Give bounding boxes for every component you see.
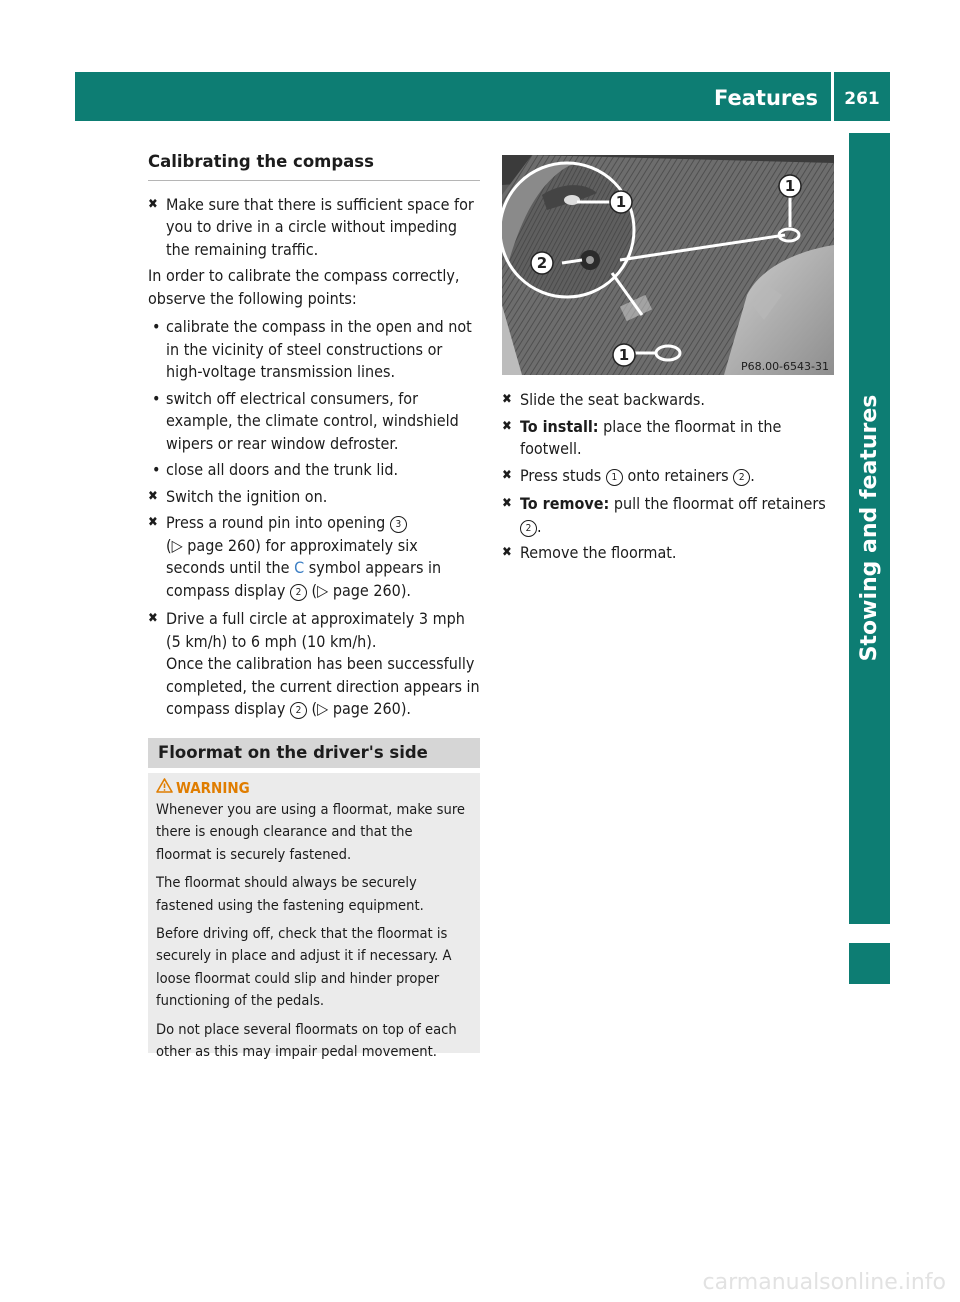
compass-step-1: ✖ Make sure that there is sufficient space for you to drive in a circle without impeding the remaining traffic. <box>148 194 474 259</box>
callout-2: 2 <box>290 584 307 601</box>
photo-callout-2: 2 <box>536 254 548 272</box>
chapter-tab-label: Stowing and features <box>857 394 882 662</box>
floormat-heading-bar <box>148 738 480 768</box>
warning-title: WARNING <box>156 777 472 799</box>
floormat-step-5: ✖ Remove the floormat. <box>502 542 834 565</box>
callout-2: 2 <box>733 469 750 486</box>
step-arrow-icon: ✖ <box>148 515 158 530</box>
bullet-icon: • <box>152 388 161 408</box>
chapter-marker <box>849 943 890 984</box>
floormat-steps <box>502 389 834 565</box>
section-title: Features <box>714 86 818 110</box>
warning-triangle-icon <box>156 777 176 799</box>
compass-section <box>148 151 480 721</box>
page-ref-icon: ▷ <box>317 699 329 718</box>
floormat-photo <box>502 155 834 375</box>
step-arrow-icon: ✖ <box>502 392 512 407</box>
step-arrow-icon: ✖ <box>502 545 512 560</box>
warning-paragraph-3: Before driving off, check that the floormat is securely in place and adjust it if necessary. A loose floormat could slip and hinder proper functioning of the pedals. <box>156 925 452 1010</box>
floormat-step-4: ✖ To remove: pull the floormat off retainers 2 . <box>502 494 826 536</box>
compass-step-2: ✖ Switch the ignition on. <box>148 486 480 509</box>
photo-callout-1c: 1 <box>618 346 630 364</box>
photo-callout-1a: 1 <box>615 193 627 211</box>
step-arrow-icon: ✖ <box>148 611 158 626</box>
warning-box <box>148 773 480 1061</box>
warning-paragraph-2: The floormat should always be securely fastened using the fastening equipment. <box>156 874 424 914</box>
compass-step-4: ✖ Drive a full circle at approximately 3 mph (5 km/h) to 6 mph (10 km/h). Once the calibration has been successfully completed, the current direction appears in compass display 2 (▷ page 260). <box>148 609 480 718</box>
page-header <box>75 72 890 121</box>
compass-step-3: ✖ Press a round pin into opening 3 (▷ page 260) for approximately six seconds until the C symbol appears in compass display 2 (▷ page 260). <box>148 513 442 600</box>
photo-label: P68.00-6543-31 <box>740 360 829 373</box>
warning-paragraph-4: Do not place several floormats on top of each other as this may impair pedal movement. <box>156 1020 457 1061</box>
bullet-icon: • <box>152 460 161 479</box>
compass-c-symbol: C <box>294 558 305 577</box>
step-arrow-icon: ✖ <box>502 496 512 511</box>
page-ref-icon: ▷ <box>317 580 329 600</box>
step-arrow-icon: ✖ <box>502 467 512 483</box>
callout-2: 2 <box>290 702 307 719</box>
floormat-step-2: ✖ To install: place the floormat in the footwell. <box>502 416 782 458</box>
step-arrow-icon: ✖ <box>148 488 158 504</box>
floormat-heading: Floormat on the driver's side <box>158 743 428 762</box>
warning-paragraph-1: Whenever you are using a floormat, make sure there is enough clearance and that the floormat is securely fastened. <box>156 801 465 863</box>
page-number: 261 <box>844 89 880 109</box>
compass-intro: In order to calibrate the compass correctly, observe the following points: <box>148 266 460 308</box>
callout-2: 2 <box>520 520 537 537</box>
compass-bullet-2: • switch off electrical consumers, for example, the climate control, windshield wipers or rear window defroster. <box>152 388 459 453</box>
bullet-icon: • <box>152 317 161 336</box>
watermark[interactable]: carmanualsonline.info <box>702 1270 946 1295</box>
compass-heading: Calibrating the compass <box>148 151 480 181</box>
callout-1: 1 <box>606 469 623 486</box>
callout-3: 3 <box>390 516 407 533</box>
floormat-step-1: ✖ Slide the seat backwards. <box>502 389 834 412</box>
page-ref-icon: ▷ <box>171 535 183 555</box>
compass-bullet-3: • close all doors and the trunk lid. <box>148 459 480 482</box>
step-arrow-icon: ✖ <box>148 196 158 212</box>
floormat-step-3: ✖ Press studs 1 onto retainers 2 . <box>502 465 834 488</box>
photo-callout-1b: 1 <box>784 177 796 195</box>
compass-bullet-1: • calibrate the compass in the open and not in the vicinity of steel constructions or high-voltage transmission lines. <box>152 317 472 381</box>
step-arrow-icon: ✖ <box>502 418 512 434</box>
